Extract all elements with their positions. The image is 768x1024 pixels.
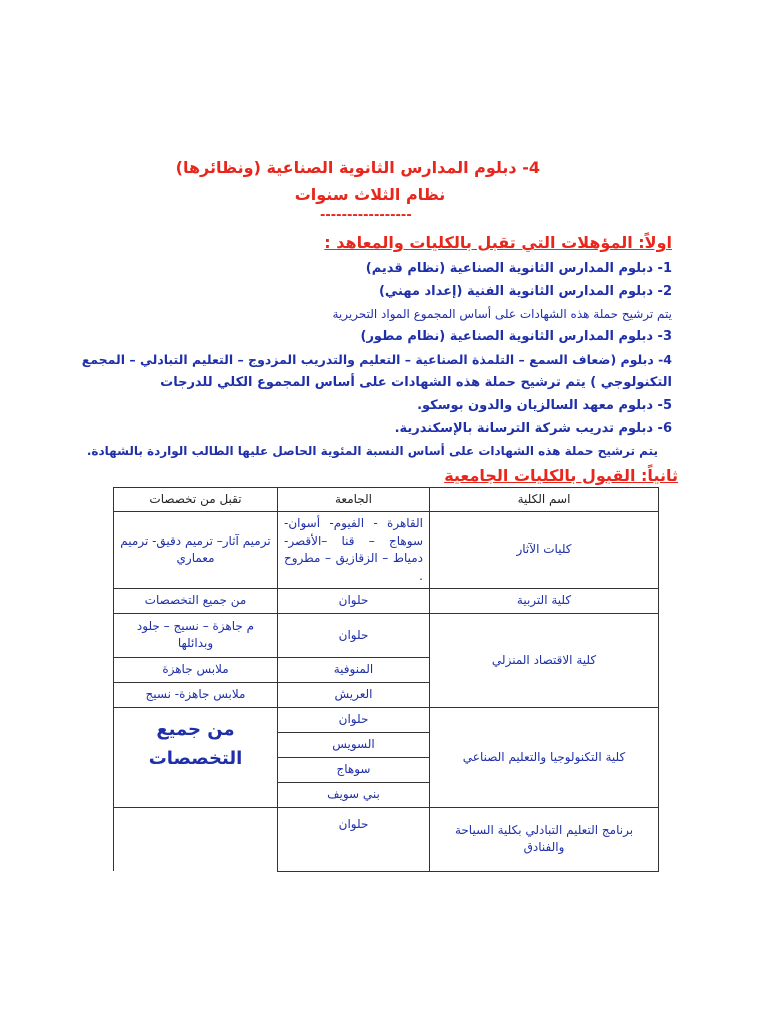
specialty-cell: من جميع التخصصات <box>114 707 278 807</box>
university-cell: السويس <box>278 732 430 757</box>
specialty-cell: ترميم آثار– ترميم دقيق- ترميم معماري <box>114 512 278 589</box>
university-cell: سوهاج <box>278 757 430 782</box>
table-row <box>114 707 659 732</box>
qualification-item-1: 1- دبلوم المدارس الثانوية الصناعية (نظام قديم) <box>365 261 672 276</box>
qualification-item-2: 2- دبلوم المدارس الثانوية الفنية (إعداد مهني) <box>378 284 672 299</box>
document-title: 4- دبلوم المدارس الثانوية الصناعية (ونظائرها) <box>175 158 540 177</box>
specialty-cell <box>114 807 278 871</box>
header-university: الجامعة <box>278 488 430 512</box>
university-cell: العريش <box>278 682 430 707</box>
table-row <box>114 512 659 589</box>
university-cell: حلوان <box>278 807 430 871</box>
nomination-note-2: يتم ترشيح حملة هذه الشهادات على أساس النسبة المئوية الحاصل عليها الطالب الواردة بالشهادة. <box>86 444 658 458</box>
section1-label: اولاً: <box>638 233 672 252</box>
university-cell: بني سويف <box>278 782 430 807</box>
qualification-item-6: 6- دبلوم تدريب شركة الترسانة بالإسكندرية. <box>394 421 672 436</box>
qualification-item-5: 5- دبلوم معهد السالزيان والدون بوسكو. <box>417 398 672 413</box>
specialty-cell: ملابس جاهزة <box>114 657 278 682</box>
college-cell: برنامج التعليم التبادلي بكلية السياحة والفنادق <box>430 807 659 871</box>
admissions-table <box>113 487 659 872</box>
section1-heading <box>324 233 672 252</box>
university-cell: المنوفية <box>278 657 430 682</box>
university-cell: حلوان <box>278 588 430 613</box>
section2-heading <box>444 466 678 485</box>
nomination-note-1: يتم ترشيح حملة هذه الشهادات على أساس المجموع المواد التحريرية <box>332 307 672 321</box>
header-college: اسم الكلية <box>430 488 659 512</box>
section1-title: المؤهلات التي تقبل بالكليات والمعاهد : <box>324 233 639 252</box>
table-row <box>114 613 659 657</box>
table-row <box>114 588 659 613</box>
qualification-item-4: 4- دبلوم (ضعاف السمع – التلمذة الصناعية – التعليم والتدريب المزدوج – التعليم التبادلي – المجمع <box>81 352 672 367</box>
college-cell: كلية التربية <box>430 588 659 613</box>
document-subtitle: نظام الثلاث سنوات <box>294 185 446 204</box>
university-cell: القاهرة - الفيوم- أسوان- سوهاج – قنا –الأقصر- دمياط – الزقازيق – مطروح . <box>278 512 430 589</box>
dash-divider: ----------------- <box>320 208 412 223</box>
section2-title: القبول بالكليات الجامعية <box>444 466 642 485</box>
table-header-row <box>114 488 659 512</box>
section2-label: ثانياً: <box>641 466 678 485</box>
university-cell: حلوان <box>278 613 430 657</box>
qualification-item-3: 3- دبلوم المدارس الثانوية الصناعية (نظام مطور) <box>360 329 672 344</box>
table-row <box>114 807 659 871</box>
college-cell: كليات الآثار <box>430 512 659 589</box>
specialty-cell: من جميع التخصصات <box>114 588 278 613</box>
college-cell: كلية التكنولوجيا والتعليم الصناعي <box>430 707 659 807</box>
university-cell: حلوان <box>278 707 430 732</box>
qualification-item-4-cont: التكنولوجي ) يتم ترشيح حملة هذه الشهادات على أساس المجموع الكلي للدرجات <box>160 375 672 390</box>
specialty-cell: ملابس جاهزة- نسيج <box>114 682 278 707</box>
college-cell: كلية الاقتصاد المنزلي <box>430 613 659 707</box>
specialty-cell: م جاهزة – نسيج – جلود وبدائلها <box>114 613 278 657</box>
header-specialties: تقبل من تخصصات <box>114 488 278 512</box>
